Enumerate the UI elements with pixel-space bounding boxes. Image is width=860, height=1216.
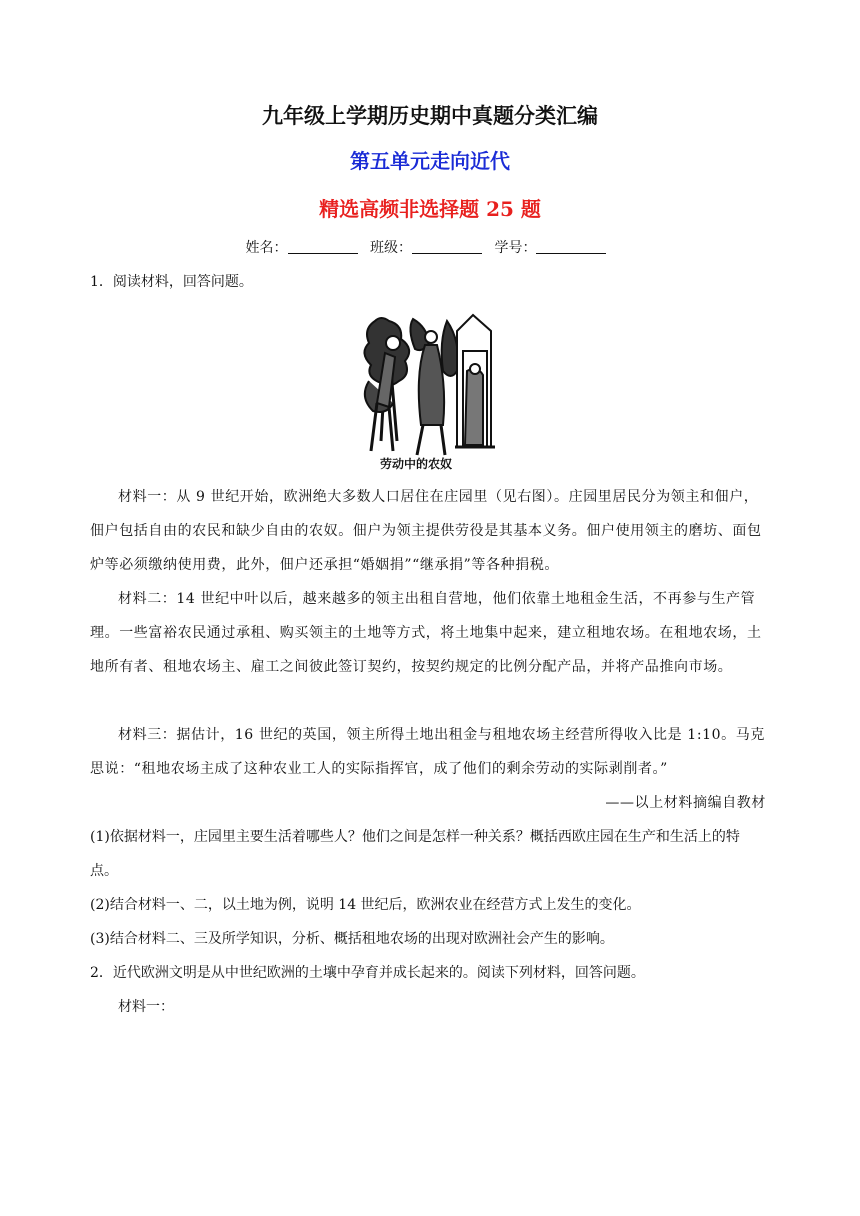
question-1-part-1: (1)依据材料一，庄园里主要生活着哪些人？他们之间是怎样一种关系？概括西欧庄园在生产和生活上的特点。 <box>90 829 740 879</box>
class-label: 班级： <box>370 240 412 256</box>
figure-caption: 劳动中的农奴 <box>380 457 453 471</box>
question-1-part-2: (2)结合材料一、二，以土地为例，说明 14 世纪后，欧洲农业在经营方式上发生的变化。 <box>90 897 641 913</box>
question-2-stem: 2．近代欧洲文明是从中世纪欧洲的土壤中孕育并成长起来的。阅读下列材料，回答问题。 <box>90 965 645 981</box>
document-subtitle: 精选高频非选择题 25 题 <box>319 197 541 221</box>
unit-title: 第五单元走向近代 <box>350 149 510 173</box>
name-blank[interactable] <box>288 239 358 254</box>
material-2: 材料二：14 世纪中叶以后，越来越多的领主出租自营地，他们依靠土地租金生活，不再参与生产管理。一些富裕农民通过承租、购买领主的土地等方式，将土地集中起来，建立租地农场。在租地农场，土地所有者、租地农场主、雇工之间彼此签订契约，按契约规定的比例分配产品，并将产品推向市场。 <box>90 591 762 675</box>
question-1-stem: 1．阅读材料，回答问题。 <box>90 274 253 290</box>
document-title: 九年级上学期历史期中真题分类汇编 <box>262 103 598 128</box>
student-info-line <box>0 237 860 257</box>
serf-labor-illustration <box>355 311 515 471</box>
question-1-part-3: (3)结合材料二、三及所学知识，分析、概括租地农场的出现对欧洲社会产生的影响。 <box>90 931 614 947</box>
id-blank[interactable] <box>536 239 606 254</box>
id-label: 学号： <box>494 240 537 256</box>
class-blank[interactable] <box>412 239 482 254</box>
material-3: 材料三：据估计，16 世纪的英国，领主所得土地出租金与租地农场主经营所得收入比是 1:10。马克思说：“租地农场主成了这种农业工人的实际指挥官，成了他们的剩余劳动的实际剥削者。” <box>90 727 765 777</box>
question-2-material-1: 材料一： <box>118 999 174 1015</box>
material-source: ——以上材料摘编自教材 <box>605 795 766 811</box>
material-1: 材料一：从 9 世纪开始，欧洲绝大多数人口居住在庄园里（见右图）。庄园里居民分为领主和佃户，佃户包括自由的农民和缺少自由的农奴。佃户为领主提供劳役是其基本义务。佃户使用领主的磨坊、面包炉等必须缴纳使用费，此外，佃户还承担“婚姻捐”“继承捐”等各种捐税。 <box>90 489 762 573</box>
name-label: 姓名： <box>245 240 288 256</box>
